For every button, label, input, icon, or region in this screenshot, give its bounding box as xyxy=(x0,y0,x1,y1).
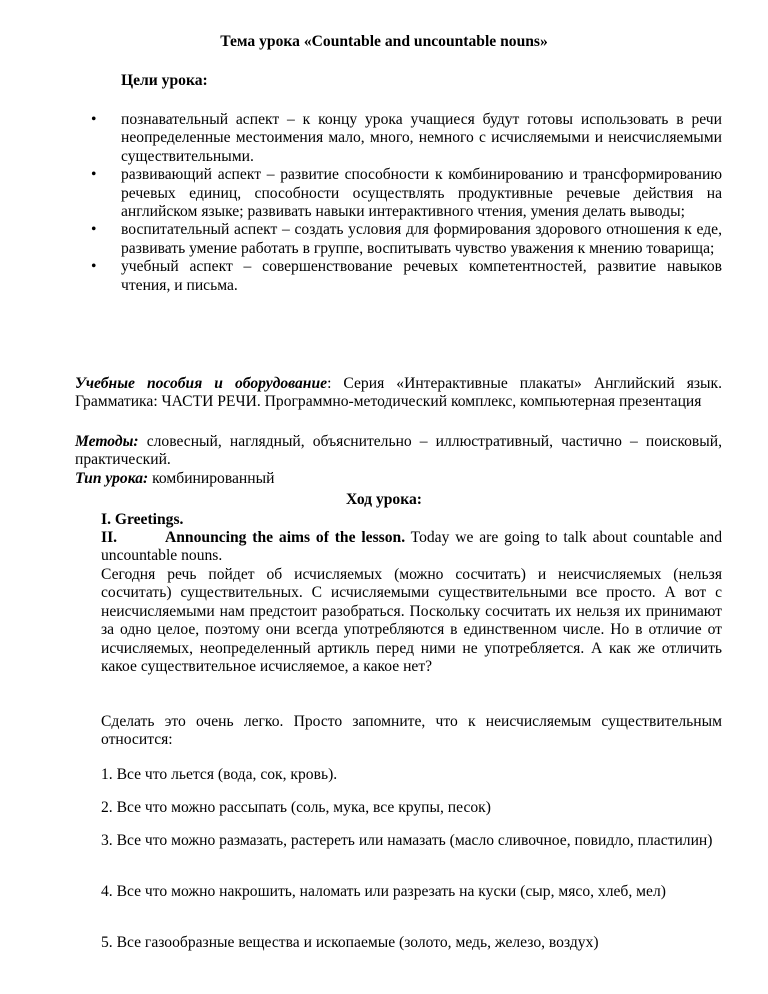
rule-item: 2. Все что можно рассыпать (соль, мука, все крупы, песок) xyxy=(101,799,491,816)
materials-label: Учебные пособия и оборудование xyxy=(75,375,328,392)
methods-text: словесный, наглядный, объяснительно – иллюстративный, частично – поисковый, практический. xyxy=(75,433,722,469)
lesson-type-label: Тип урока: xyxy=(75,470,149,487)
goal-item: • воспитательный аспект – создать условия для формирования здорового отношения к еде, развивать умение работать в группе, воспитывать чувство уважения к мнению товарища; xyxy=(121,221,722,258)
materials-text: : Серия «Интерактивные плакаты» Английский язык. Грамматика: ЧАСТИ РЕЧИ. Программно-методический комплекс, компьютерная презентация xyxy=(75,375,722,411)
methods-label: Методы: xyxy=(75,433,139,450)
goal-item: • развивающий аспект – развитие способности к комбинированию и трансформированию речевых единиц, способности осуществлять продуктивные речевые действия на английском языке; развивать навыки интерактивного чтения, умения делать выводы; xyxy=(121,166,722,221)
rule-item: 1. Все что льется (вода, сок, кровь). xyxy=(101,766,338,783)
lesson-type-paragraph xyxy=(75,470,722,488)
methods-paragraph xyxy=(75,433,722,470)
goal-item: • учебный аспект – совершенствование речевых компетентностей, развитие навыков чтения, и письма. xyxy=(121,258,722,295)
goal-item: • познавательный аспект – к концу урока учащиеся будут готовы использовать в речи неопределенные местоимения мало, много, немного с исчисляемыми и неисчисляемыми существительными. xyxy=(121,111,722,166)
step-greetings: I. Greetings. xyxy=(101,511,184,528)
step-aims-number: II. xyxy=(101,529,118,546)
step-aims-paragraph xyxy=(101,529,722,566)
explanation-paragraph: Сегодня речь пойдет об исчисляемых (можно сосчитать) и неисчисляемых (нельзя сосчитать) существительных. С исчисляемыми существительными все просто. А вот с неисчисляемыми нам предстоит разобраться. Поскольку сосчитать их нельзя их принимают за одно целое, поэтому они всегда употребляются в единственном числе. Но в отличие от исчисляемых, неопределенный артикль перед ними не употребляется. А как же отличить какое существительное исчисляемое, а какое нет? xyxy=(101,566,722,676)
rule-item: 4. Все что можно накрошить, наломать или разрезать на куски (сыр, мясо, хлеб, мел) xyxy=(101,883,666,900)
rule-intro-paragraph: Сделать это очень легко. Просто запомните, что к неисчисляемым существительным относится: xyxy=(101,713,722,749)
step-aims-text: Today we are going to talk about countable and uncountable nouns. xyxy=(101,529,722,565)
rule-item: 5. Все газообразные вещества и ископаемые (золото, медь, железо, воздух) xyxy=(101,934,599,951)
step-aims-bold: Announcing the aims of the lesson. xyxy=(165,529,406,546)
goals-heading: Цели урока: xyxy=(121,72,208,89)
course-heading: Ход урока: xyxy=(346,491,422,508)
lesson-type-text: комбинированный xyxy=(148,470,275,487)
goals-list xyxy=(121,111,722,295)
lesson-title: Тема урока «Countable and uncountable nouns» xyxy=(220,33,548,50)
rule-item: 3. Все что можно размазать, растереть или намазать (масло сливочное, повидло, пластилин) xyxy=(101,832,713,849)
materials-paragraph xyxy=(75,375,722,412)
